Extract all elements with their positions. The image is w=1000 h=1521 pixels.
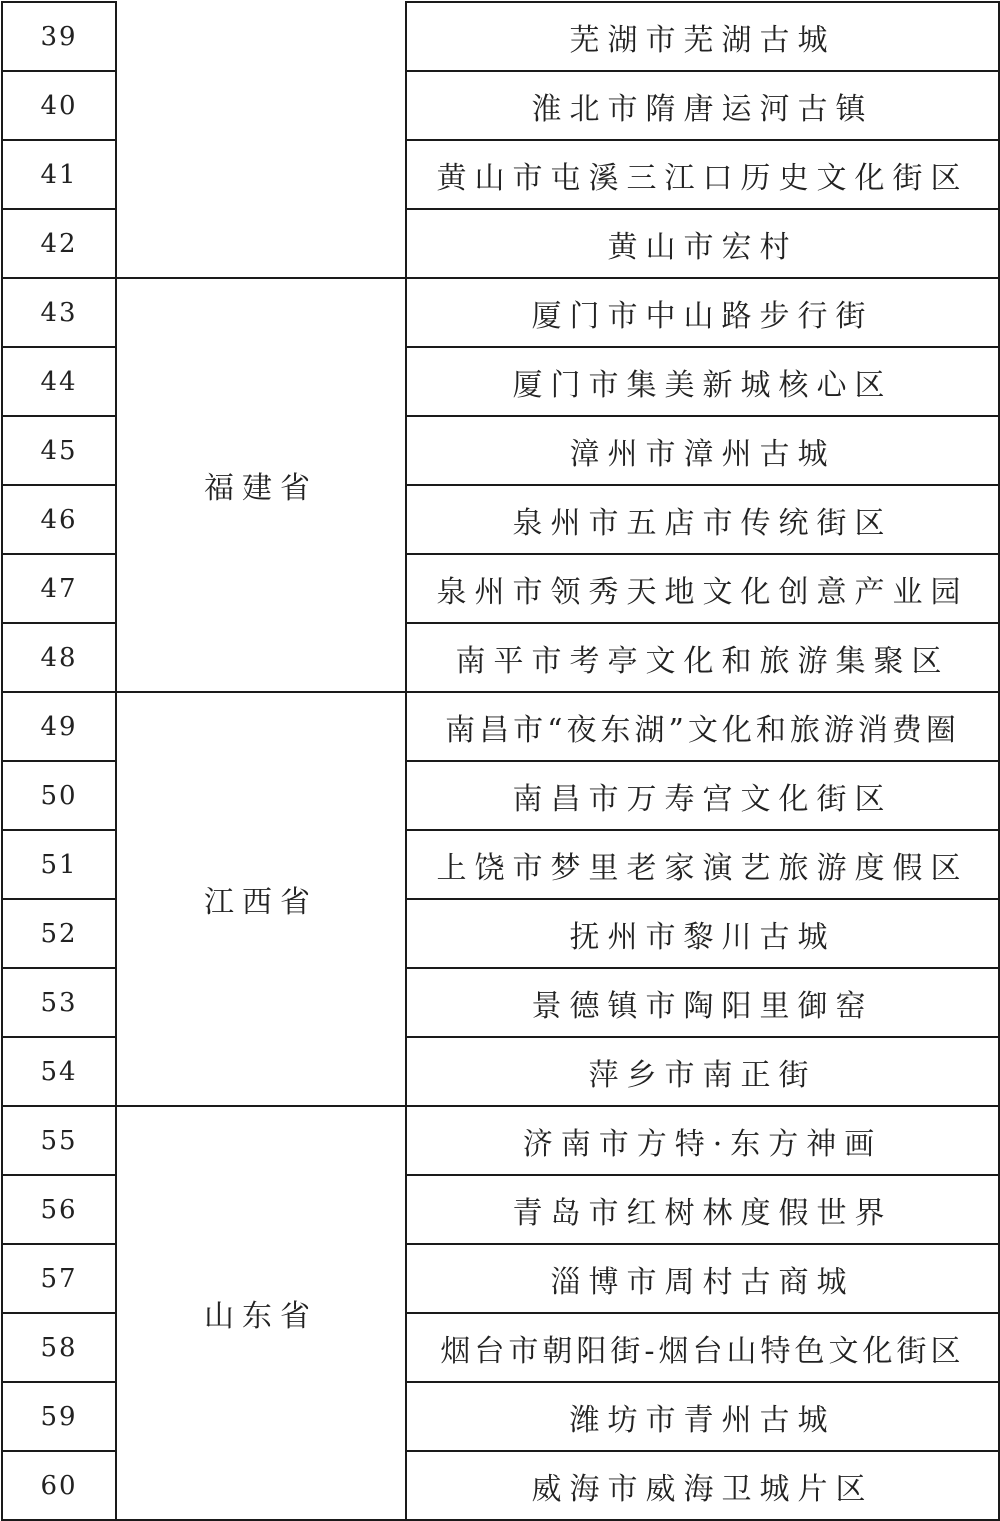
row-number: 39: [2, 2, 116, 71]
row-number: 52: [2, 899, 116, 968]
table-row: [2, 2, 999, 71]
row-number: 55: [2, 1106, 116, 1175]
province-cell: 福建省: [116, 278, 406, 692]
site-name: 淮北市隋唐运河古镇: [406, 71, 999, 140]
district-table: [1, 1, 1000, 1521]
site-name: 漳州市漳州古城: [406, 416, 999, 485]
row-number: 47: [2, 554, 116, 623]
site-name: 芜湖市芜湖古城: [406, 2, 999, 71]
table-body: [2, 2, 999, 1520]
row-number: 45: [2, 416, 116, 485]
table-row: [2, 1106, 999, 1175]
row-number: 56: [2, 1175, 116, 1244]
site-name: 泉州市五店市传统街区: [406, 485, 999, 554]
row-number: 46: [2, 485, 116, 554]
site-name: 景德镇市陶阳里御窑: [406, 968, 999, 1037]
site-name: 上饶市梦里老家演艺旅游度假区: [406, 830, 999, 899]
site-name: 潍坊市青州古城: [406, 1382, 999, 1451]
province-cell: [116, 2, 406, 278]
table-row: [2, 692, 999, 761]
row-number: 57: [2, 1244, 116, 1313]
row-number: 59: [2, 1382, 116, 1451]
row-number: 48: [2, 623, 116, 692]
site-name: 黄山市宏村: [406, 209, 999, 278]
site-name: 泉州市领秀天地文化创意产业园: [406, 554, 999, 623]
row-number: 49: [2, 692, 116, 761]
table-row: [2, 278, 999, 347]
site-name: 厦门市集美新城核心区: [406, 347, 999, 416]
site-name: 济南市方特·东方神画: [406, 1106, 999, 1175]
site-name: 南昌市万寿宫文化街区: [406, 761, 999, 830]
row-number: 41: [2, 140, 116, 209]
site-name: 厦门市中山路步行街: [406, 278, 999, 347]
site-name: 烟台市朝阳街-烟台山特色文化街区: [406, 1313, 999, 1382]
row-number: 60: [2, 1451, 116, 1520]
site-name: 萍乡市南正街: [406, 1037, 999, 1106]
row-number: 43: [2, 278, 116, 347]
row-number: 54: [2, 1037, 116, 1106]
site-name: 淄博市周村古商城: [406, 1244, 999, 1313]
row-number: 44: [2, 347, 116, 416]
site-name: 威海市威海卫城片区: [406, 1451, 999, 1520]
province-cell: 山东省: [116, 1106, 406, 1520]
site-name: 青岛市红树林度假世界: [406, 1175, 999, 1244]
row-number: 58: [2, 1313, 116, 1382]
site-name: 抚州市黎川古城: [406, 899, 999, 968]
site-name: 黄山市屯溪三江口历史文化街区: [406, 140, 999, 209]
row-number: 51: [2, 830, 116, 899]
site-name: 南昌市“夜东湖”文化和旅游消费圈: [406, 692, 999, 761]
row-number: 50: [2, 761, 116, 830]
site-name: 南平市考亭文化和旅游集聚区: [406, 623, 999, 692]
row-number: 42: [2, 209, 116, 278]
row-number: 53: [2, 968, 116, 1037]
province-cell: 江西省: [116, 692, 406, 1106]
row-number: 40: [2, 71, 116, 140]
